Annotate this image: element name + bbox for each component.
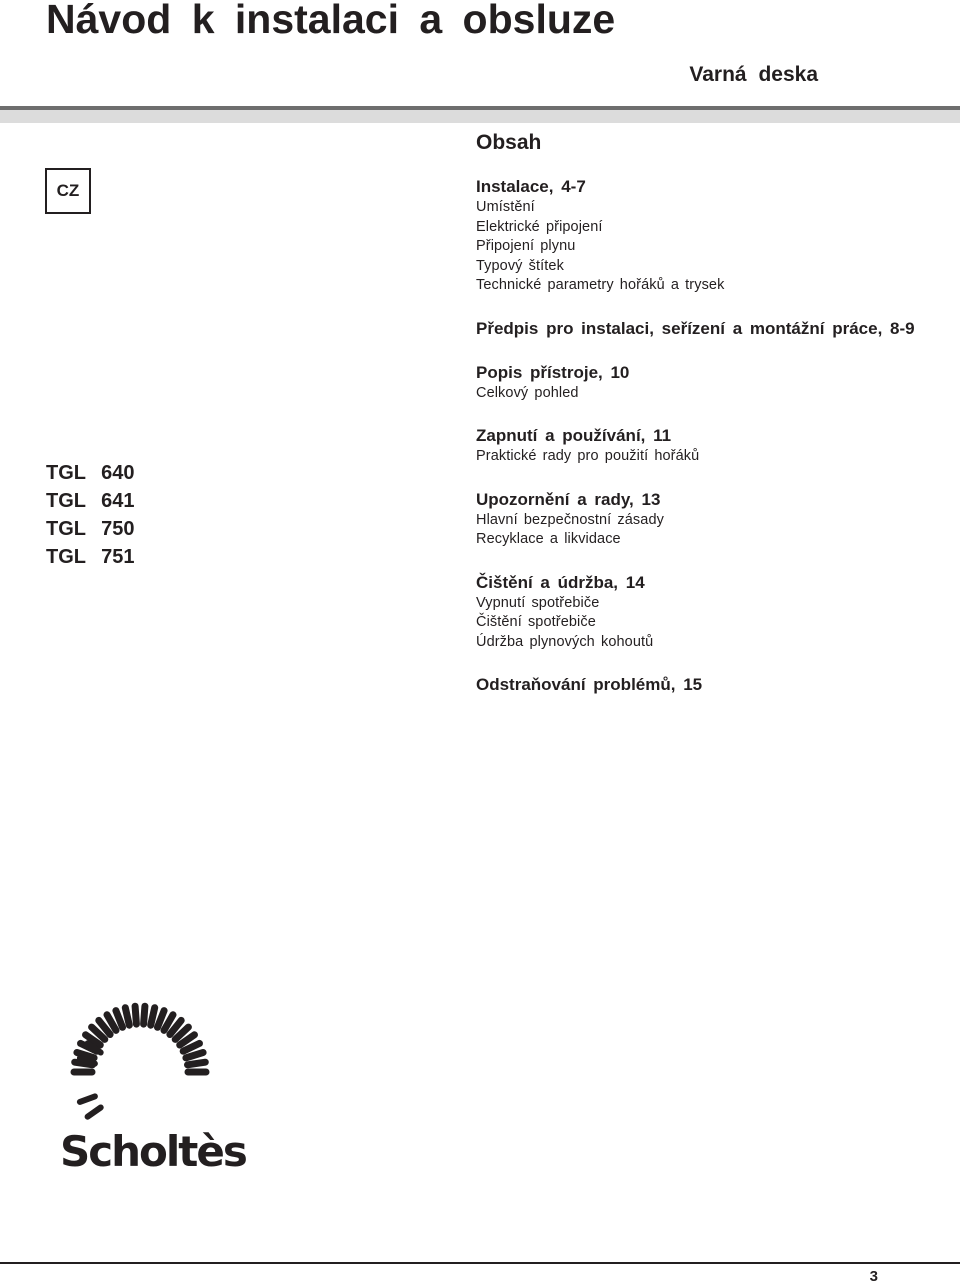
toc-item: Hlavní bezpečnostní zásady — [476, 511, 664, 528]
toc-item: Údržba plynových kohoutů — [476, 633, 654, 650]
sun-ray — [158, 1011, 165, 1028]
toc-section-heading: Předpis pro instalaci, seřízení a montážní práce, 8-9 — [476, 318, 915, 338]
model-item: TGL 640 — [46, 462, 135, 484]
sun-ray — [88, 1108, 101, 1117]
toc-item: Typový štítek — [476, 257, 564, 274]
sun-logo-icon — [60, 1002, 220, 1126]
toc-item: Připojení plynu — [476, 238, 576, 254]
toc-section-heading: Odstraňování problémů, 15 — [476, 675, 703, 694]
sun-ray — [80, 1096, 95, 1102]
language-code: CZ — [56, 181, 80, 200]
toc-item: Recyklace a likvidace — [476, 531, 621, 547]
toc-section-heading: Čištění a údržba, 14 — [476, 572, 645, 592]
toc-section — [476, 489, 936, 550]
toc-item: Celkový pohled — [476, 384, 579, 401]
header-band — [0, 110, 960, 123]
sun-ray — [186, 1053, 203, 1058]
language-badge — [45, 168, 91, 214]
toc-item: Technické parametry hořáků a trysek — [476, 277, 725, 293]
toc-item: Umístění — [476, 199, 535, 215]
page-number: 3 — [869, 1268, 878, 1285]
toc-sections — [476, 176, 936, 696]
model-item: TGL 641 — [46, 490, 135, 512]
toc-section — [476, 318, 936, 340]
footer-divider — [0, 1262, 960, 1264]
toc-section — [476, 425, 936, 467]
sun-ray — [116, 1011, 123, 1028]
model-item: TGL 751 — [46, 546, 135, 568]
toc-section — [476, 176, 936, 296]
toc-section — [476, 362, 936, 404]
model-list — [46, 459, 135, 571]
toc-section-heading: Popis přístroje, 10 — [476, 362, 630, 382]
toc-item: Čištění spotřebiče — [476, 614, 596, 630]
toc-section-heading: Zapnutí a používání, 11 — [476, 426, 672, 445]
model-item: TGL 750 — [46, 518, 135, 540]
sun-ray — [135, 1006, 136, 1024]
sun-ray — [188, 1062, 206, 1065]
brand-logo: Scholtès — [60, 1127, 246, 1176]
sun-ray — [125, 1008, 129, 1025]
toc-item: Elektrické připojení — [476, 218, 603, 235]
sun-ray — [151, 1008, 155, 1025]
sun-ray — [144, 1006, 145, 1024]
toc-item: Vypnutí spotřebiče — [476, 594, 600, 611]
document-subtitle: Varná deska — [689, 63, 818, 86]
document-title: Návod k instalaci a obsluze — [46, 0, 616, 42]
toc-section — [476, 674, 936, 696]
table-of-contents — [476, 131, 936, 718]
toc-item: Praktické rady pro použití hořáků — [476, 448, 700, 464]
toc-title: Obsah — [476, 131, 542, 154]
toc-section — [476, 572, 936, 653]
toc-section-heading: Upozornění a rady, 13 — [476, 489, 661, 509]
toc-section-heading: Instalace, 4-7 — [476, 177, 586, 196]
